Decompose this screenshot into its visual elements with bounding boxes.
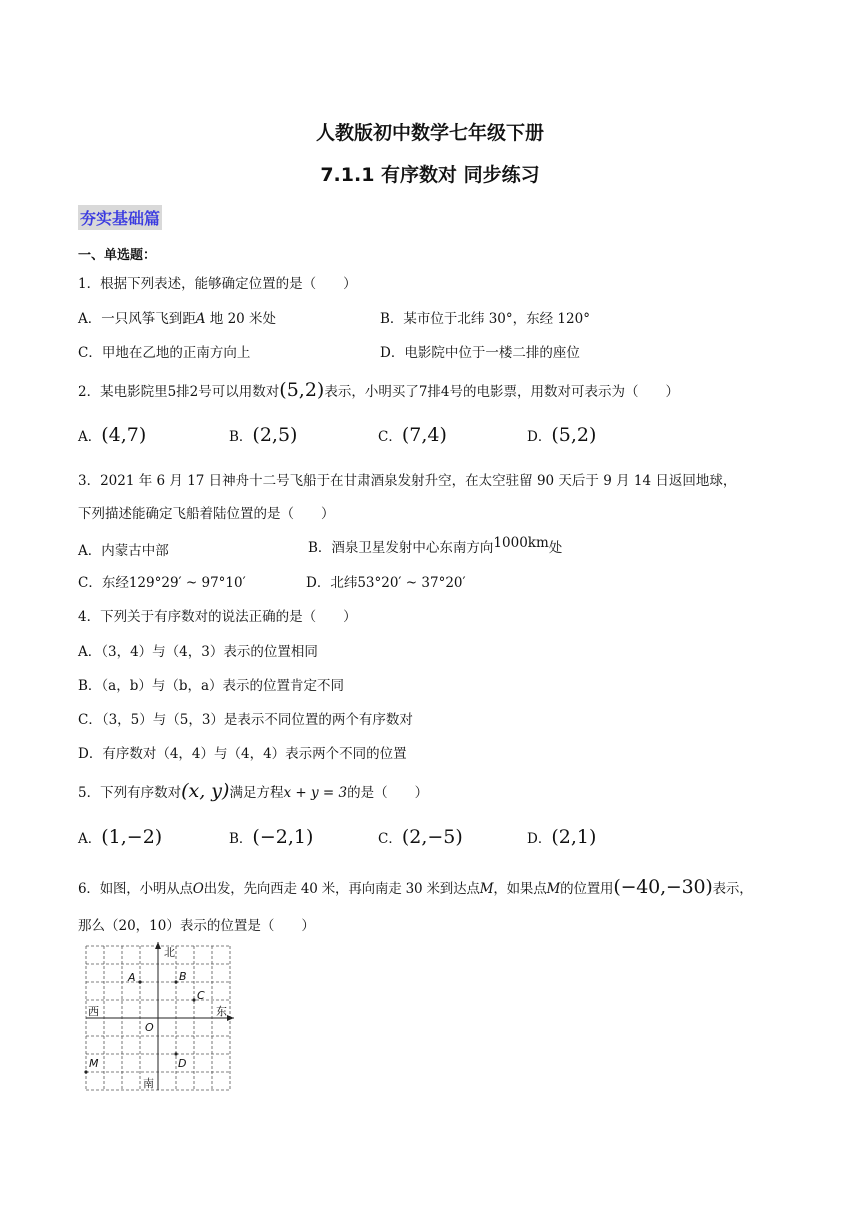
q6-stem-line2: 那么（20，10）表示的位置是（ ） — [78, 918, 315, 934]
point-a-dot — [138, 980, 141, 983]
q4-option-b: B．（a，b）与（b，a）表示的位置肯定不同 — [78, 678, 345, 694]
q5-option-c: C．(2,−5) — [378, 826, 463, 848]
q4-option-c: C．（3，5）与（5，3）是表示不同位置的两个有序数对 — [78, 712, 413, 728]
point-c-dot — [192, 998, 195, 1001]
q4-option-a: A．（3，4）与（4，3）表示的位置相同 — [78, 644, 318, 660]
north-arrow-icon — [155, 942, 161, 949]
label-point-d: D — [178, 1057, 187, 1070]
q5-stem: 5．下列有序数对(x, y)满足方程x + y = 3的是（ ） — [78, 780, 429, 802]
east-arrow-icon — [227, 1015, 234, 1021]
label-point-m: M — [89, 1057, 99, 1070]
point-b-dot — [174, 980, 177, 983]
q2-option-c: C．(7,4) — [378, 424, 447, 446]
q1-stem: 1．根据下列表述，能够确定位置的是（ ） — [78, 276, 357, 292]
q1-option-c: C．甲地在乙地的正南方向上 — [78, 345, 251, 361]
label-point-b: B — [179, 970, 187, 983]
q3-stem-line2: 下列描述能确定飞船着陆位置的是（ ） — [78, 506, 335, 522]
q6-figure-grid — [80, 940, 240, 1095]
q5-option-b: B．(−2,1) — [229, 826, 314, 848]
section-heading: 一、单选题： — [78, 248, 157, 263]
q4-option-d: D．有序数对（4，4）与（4，4）表示两个不同的位置 — [78, 746, 407, 762]
q1-option-a: A．一只风筝飞到距A 地 20 米处 — [78, 311, 277, 327]
q3-option-b: B．酒泉卫星发射中心东南方向1000km处 — [308, 535, 563, 556]
point-m-dot — [84, 1070, 87, 1073]
q4-stem: 4．下列关于有序数对的说法正确的是（ ） — [78, 609, 357, 625]
label-west: 西 — [88, 1005, 99, 1018]
q5-option-a: A．(1,−2) — [78, 826, 163, 848]
q3-option-d: D．北纬53°20′ ~ 37°20′ — [306, 575, 466, 591]
q2-option-a: A．(4,7) — [78, 424, 147, 446]
label-point-o: O — [145, 1021, 154, 1034]
q3-option-a: A．内蒙古中部 — [78, 543, 169, 559]
label-point-c: C — [197, 989, 205, 1002]
document-subtitle: 7.1.1 有序数对 同步练习 — [320, 164, 540, 186]
point-d-dot — [174, 1052, 177, 1055]
q3-stem-line1: 3．2021 年 6 月 17 日神舟十二号飞船于在甘肃酒泉发射升空，在太空驻留 90 天后于 9 月 14 日返回地球， — [78, 473, 737, 489]
q5-option-d: D．(2,1) — [527, 826, 597, 848]
q2-option-b: B．(2,5) — [229, 424, 298, 446]
section-tag: 夯实基础篇 — [78, 205, 162, 230]
label-east: 东 — [216, 1005, 227, 1018]
q6-stem-line1: 6．如图，小明从点O出发，先向西走 40 米，再向南走 30 米到达点M，如果点M的位置用(−40,−30)表示， — [78, 876, 753, 898]
label-point-a: A — [128, 971, 136, 984]
q1-option-b: B．某市位于北纬 30°，东经 120° — [380, 311, 590, 327]
q1-option-d: D．电影院中位于一楼二排的座位 — [380, 345, 580, 361]
q2-option-d: D．(5,2) — [527, 424, 597, 446]
q2-stem: 2．某电影院里5排2号可以用数对(5,2)表示，小明买了7排4号的电影票，用数对可表示为（ ） — [78, 379, 680, 401]
label-north: 北 — [164, 946, 175, 959]
document-title: 人教版初中数学七年级下册 — [315, 122, 544, 144]
q3-option-c: C．东经129°29′ ~ 97°10′ — [78, 575, 246, 591]
label-south: 南 — [143, 1077, 154, 1090]
